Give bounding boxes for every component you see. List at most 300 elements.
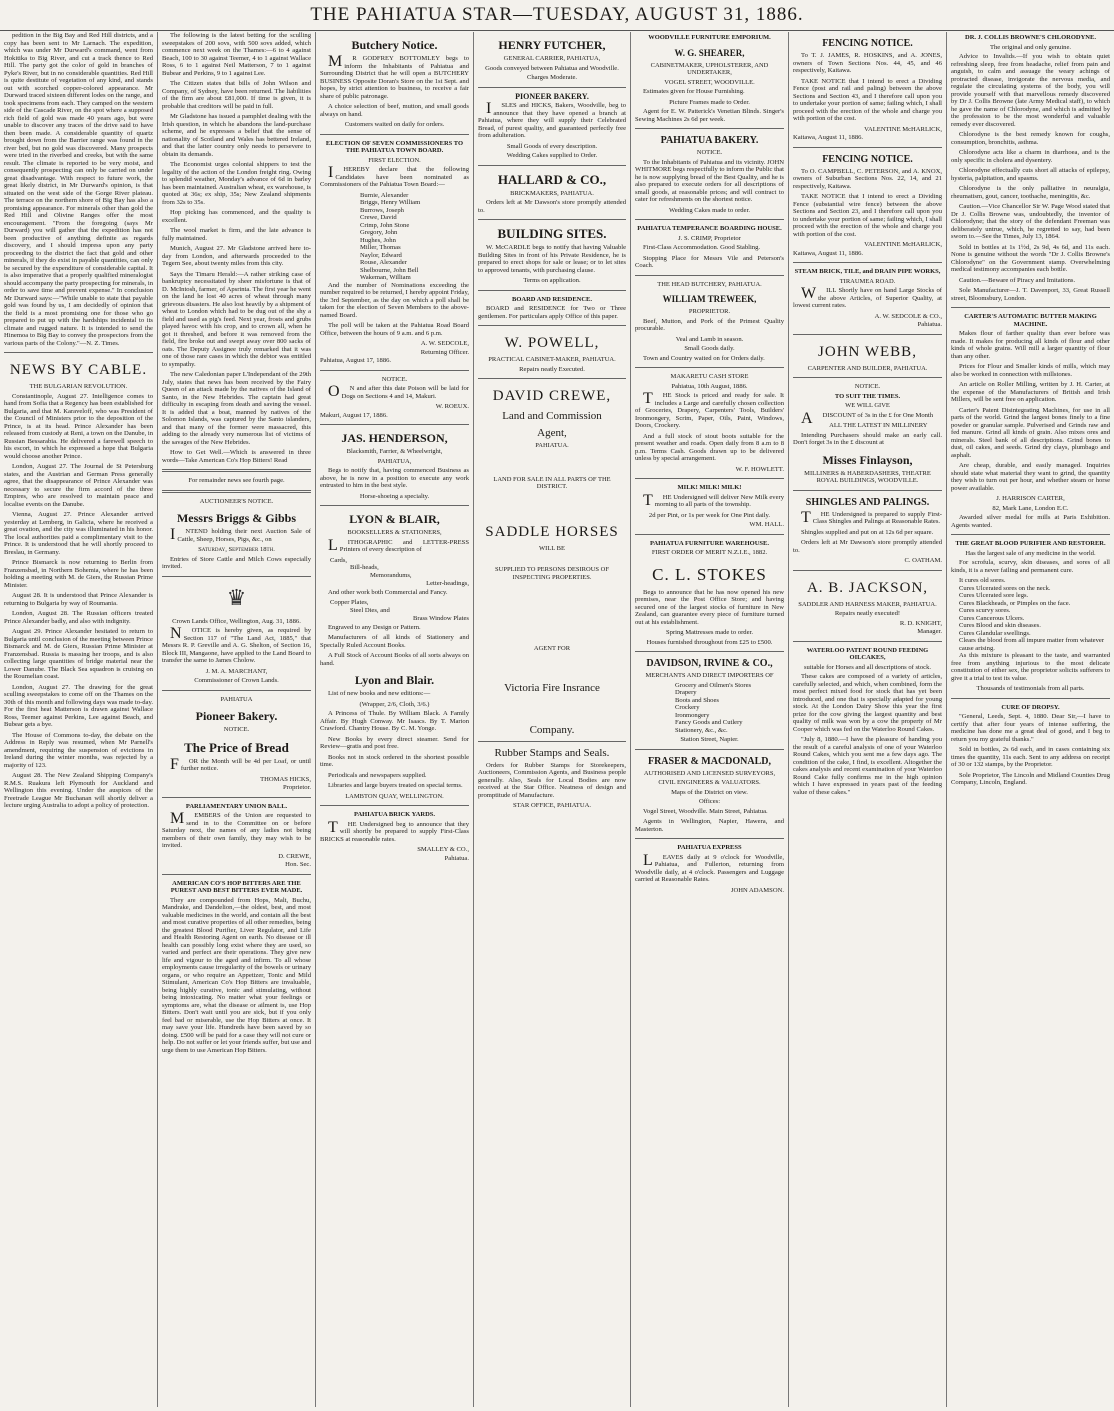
chlorodyne-text3: Chlorodyne acts like a charm in diarrhoea, and is the only specific in cholera and dysentery. (951, 149, 1110, 164)
brick-sign: SMALLEY & CO., (417, 846, 469, 853)
candidate-item: Burnie, Alexander (360, 191, 409, 199)
bakery-notice: NOTICE. (696, 149, 723, 156)
brick-yards-head: PAHIATUA BRICK YARDS. (353, 811, 436, 818)
lyon-blair-text2: And other work both Commercial and Fancy. (328, 588, 448, 596)
isles-foot: Wedding Cakes supplied to Order. (506, 152, 598, 159)
candidate-item: Briggs, Henry William (360, 199, 421, 206)
divider (793, 377, 942, 378)
hallard-text: Orders left at Mr Dawson's store promptly attended to. (478, 199, 626, 214)
brick-sign2: Pahiatua. (444, 854, 469, 862)
divider (478, 87, 626, 88)
lyon-item: Memorandums, (370, 571, 412, 579)
jackson-sign2: Manager. (917, 628, 942, 635)
candidate-item: Burrows, Joseph (360, 206, 404, 214)
fencing-sign: VALENTINE McHARLICK, (864, 125, 942, 133)
candidate-item: Gregory, John (360, 229, 398, 236)
fencing2-date: Kaitawa, August 11, 1886. (793, 249, 864, 257)
makaretu-text: THE Stock is priced and ready for sale. It includes a Large and carefully chosen collection of Groceries, Drapery, Carpenters' Tools, Builders' Ironmongery, Scrim, Paper, Oils, Paint, Windows, Doors, Crockery. (635, 390, 784, 429)
shingles-text: THE Undersigned is prepared to supply First-Class Shingles and Palings at Reasonable Rates. (801, 508, 942, 526)
blood-head: THE GREAT BLOOD PURIFIER AND RESTORER. (955, 540, 1106, 547)
butchery-foot: Customers waited on daily for orders. (344, 121, 445, 128)
henderson-text: Begs to notify that, having commenced Business as above, he is now in a position to execute any work entrusted to him in the best style. (320, 467, 469, 489)
waterloo-text3: "July 8, 1880.—I have the pleasure of handing you the result of a careful analysis of one of your Waterloo Round Cakes, which you sent me a few days ago. The condition of the cake, I find, is excellent. Altogether the cakes analysis and recent examination of your Waterloo Round Cake fully confirms me in the high opinion which I have expressed in years past of the feeding value of these cakes." (793, 736, 942, 796)
crown-lands-head: Crown Lands Office, Wellington, Aug. 31, 1886. (172, 617, 301, 625)
milk-head: MILK! MILK! MILK! (677, 484, 742, 491)
carter-text3: An article on Roller Milling, written by J. H. Carter, at the expense of the Manufacturers of British and Irish Millers, will be sent free on application. (951, 381, 1110, 403)
powell-foot: Repairs neatly Executed. (519, 365, 585, 373)
crewe-agent: Agent, (537, 427, 567, 439)
jackson-sign: R. D. KNIGHT, (899, 619, 942, 627)
news-item: The wool market is firm, and the late advance is fully maintained. (162, 227, 311, 242)
stokes-title: C. L. STOKES (652, 564, 767, 584)
steam-sub: TIRAUMEA ROAD. (839, 277, 896, 285)
futcher-text: Goods conveyed between Pahiatua and Woodville. (485, 64, 619, 72)
news-item: The new Caledonian paper L'Independant of the 29th July, states that news has been received by the Fairy Queen of an attack made by the natives of the Island of Santo, in the New Hebrides. The captain had great difficulty in escaping from death and saving the vessel. It is added that a boat, manned by natives of the Solomon Islands, was captured by the Santo islanders, and that many of the former were massacred, this adding to the already very numerous list of victims of the savages of the New Hebrides. (162, 371, 311, 446)
lyon-blair-text3: Engraved to any Design or Pattern. (328, 623, 421, 631)
times-head: TO SUIT THE TIMES. (834, 392, 901, 400)
dropsy-head: CURE OF DROPSY. (1001, 703, 1060, 711)
briggs-gibbs-title: Messrs Briggs & Gibbs (176, 511, 296, 525)
carter-addr: 82, Mark Lane, London E.C. (992, 504, 1069, 512)
fencing-date: Kaitawa, August 11, 1886. (793, 134, 864, 141)
lyon-blair-text10: Periodicals and newspapers supplied. (328, 771, 427, 779)
stokes-merit: FIRST ORDER OF MERIT N.Z.I.E., 1882. (651, 549, 768, 556)
fraser-sub2: CIVIL ENGINEERS & VALUATORS. (658, 779, 761, 786)
blood-item: Cures Glandular swellings. (959, 629, 1031, 637)
fencing2-text2: TAKE NOTICE that I intend to erect a Dividing Fence (substantial wire fence) between the above Sections and Section 23, and I therefore call upon you to undertake your portion of same; failing which, I shall proceed with the erection of the whole and charge you with portion of the cost. (793, 193, 942, 238)
article-goldfield: pedition in the Big Bay and Red Hill districts, and a copy has been sent to Mr Larnach. The expedition, which was under Mr Durward's command, went from Hokitika to Big River, and cut a track thence to Red Hill. The party got the color of gold in branches of Pyke's River, but in no considerable quantities. Red Hill is quite destitute of vegetation of any kind, and stands out with scorched copper-colored appearance. Mr Durward traced sixteen different lodes on the range, and took specimens from each. They camped on the western side of the Cascade River, on the spot where a supposed rich field of gold was made 40 years ago, but were unable to discover any traces of the drive said to have then been made. A considerable quantity of quartz brought down from the Barrier range was found in the river bed, but no gold was discovered. Many prospects were tried in the riverbed and creeks, but with the same result. The climate is reported to be very moist, and consequently prospecting can only be carried on under great disadvantage. With respect to future work, the great likely district, in Mr Durward's opinion, is that situated on the west side of the Gorge River plateau. The terrace on the northern shore of Big Bay has also a promising appearance. For minerals other than gold the Red Hill and Olivine Ranges offer the most encouragement. "From the foregoing (says Mr Durward) you will gather that the expedition has not been productive of anything definite as regards discovery, and I should impress upon any party proceeding to the district the fact that gold and other minerals, if they do exist in payable quantities, can only be secured by the expenditure of considerable capital. It is also imperative that a properly qualified mineralogist should accompany the party prospecting for minerals, in order to save time and prevent expense." In conclusion Mr Durward says:—"While unable to state that payable gold was found by us, I am decidedly of opinion that the field is a most promising one for those who go prepared to put up with the hardships incidental to its climate and rugged nature. It is intended to send the Hinemoa to Big Bay to convey the prospectors from the various parts of the Colony."—N. Z. Times. (4, 32, 153, 347)
milk-text: THE Undersigned will deliver New Milk every morning to all parts of the township. (643, 491, 784, 509)
davidson-item: Crockery (675, 704, 700, 711)
makaretu-head: MAKARETU CASH STORE (670, 373, 749, 380)
briggs-gibbs-text: INTEND holding their next Auction Sale of Cattle, Sheep, Horses, Pigs, &c., on (170, 526, 311, 543)
express-sign: JOHN ADAMSON. (730, 886, 784, 894)
column-7 (947, 32, 1114, 1407)
divider (793, 641, 942, 642)
notice-head: NOTICE. (854, 383, 881, 390)
saddle-text: SUPPLIED TO PERSONS DESIROUS OF INSPECTING PROPERTIES. (495, 566, 609, 581)
reminder-note: For remainder news see fourth page. (188, 477, 285, 484)
jackson-title: A. B. JACKSON, (806, 579, 929, 596)
lyon-blair-text4: Manufacturers of all kinds of Stationery and Specially Ruled Account Books. (320, 634, 469, 649)
building-title: BUILDING SITES. (497, 226, 607, 241)
divider (635, 749, 784, 750)
saddle-will: WILL BE (539, 544, 565, 552)
poison-text: ON and after this date Poison will be laid for Dogs on Sections 4 and 14, Makuri. (328, 383, 469, 400)
lyon-item2: Brass Window Plates (412, 615, 469, 622)
fencing2-head: FENCING NOTICE. (822, 153, 913, 165)
butchery-text: MR GODFREY BOTTOMLEY begs to inform the Inhabitants of Pahiatua and Surrounding District that he will open a BUTCHERY BUSINESS Opposite Doran's Store on the 1st Sept. and hopes, by strict attention to business, to receive a fair share of public patronage. (320, 53, 469, 100)
times-text3: Intending Purchasers should make an early call. Don't forget 3s in the £ discount at (793, 431, 942, 446)
treweek-text2: Veal and Lamb in season. (675, 335, 744, 343)
hop-bitters-text: They are compounded from Hops, Malt, Buchu, Mandrake, and Dandelion,—the oldest, best, and most valuable medicines in the world, and contain all the best and most curative properties of all other remedies, being the greatest Blood Purifier, Liver Regulator, and Life and Health Restoring Agent on earth. No disease or ill health can possibly long exist where they are used, so varied and perfect are their operations. They give new life and vigour to the aged and infirm. To all whose employments cause irregularity of the bowels or urinary organs, or who require an Appetizer, Tonic and Mild Stimulant, American Co's Hop Bitters are invaluable, being highly curative, tonic and stimulating, without being intoxicating. No matter what your feelings or symptoms are, what the disease or ailment is, use Hop Bitters. Don't wait until you are sick, but if you only feel bad or miserable, use the Hop Bitters at once. It may save your life. Hundreds have been saved by so doing. £500 will be paid for a case they will not cure or help. Do not suffer or let your friends suffer, but use and urge them to use American Hop Bitters. (162, 896, 311, 1054)
treweek-text4: Town and Country waited on for Orders daily. (643, 354, 765, 362)
shearer-addr: VOGEL STREET, WOODVILLE. (664, 78, 755, 86)
bread-sign2: Proprietor. (282, 784, 311, 791)
news-item: Hop picking has commenced, and the quality is excellent. (162, 209, 311, 224)
shearer-text: Estimates given for House Furnishing. (643, 88, 745, 95)
crown-lands-text: NOTICE is hereby given, as required by Section 117 of "The Land Act, 1885," that Messrs R. P. Greville and A. G. Shelton, of Section 16, Block III, Mangaone, have applied to the Land Board to transfer the same to James Cholow. (162, 625, 311, 664)
lyon-item: Bill-heads, (350, 564, 379, 571)
dropsy-text: "General, Leeds, Sept. 4, 1880. Dear Sir,—I have to certify that after four years of intense suffering, the medicine has done me a great deal of good, and I beg to return you my grateful thanks." (951, 713, 1110, 743)
election-date: Pahiatua, August 17, 1886. (320, 357, 392, 364)
makaretu-date: Pahiatua, 10th August, 1886. (671, 382, 748, 390)
news-item: Munich, August 27. Mr Gladstone arrived here to-day from London, and afterwards proceeded to the Tegern See, about twenty miles from this city. (162, 245, 311, 267)
cable-item: London, August 27. The drawing for the great sculling sweepstakes to come off on the Thames on the 30th of this month and following days was made to-day. For the first heat Matterson is drawn against Wallace Ross, Teemer against Perkins, Lee against Beach, and Bubear gets a bye. (4, 683, 153, 728)
blood-text: Has the largest sale of any medicine in the world. (965, 549, 1096, 557)
davidson-item: Stationery, &c., &c. (675, 726, 728, 734)
shingles-text2: Shingles supplied and put on at 12s 6d per square. (801, 528, 934, 536)
saddle-title: SADDLE HORSES (485, 523, 619, 540)
fraser-title: FRASER & MACDONALD, (647, 755, 772, 767)
henderson-title: JAS. HENDERSON, (341, 431, 448, 445)
futcher-foot: Charges Moderate. (526, 74, 578, 81)
board-head: BOARD AND RESIDENCE. (512, 295, 592, 303)
lyon-blair-title: LYON & BLAIR, (349, 512, 440, 526)
divider (478, 219, 626, 220)
blood-item: Cures Cancerous Ulcers. (959, 614, 1025, 622)
temperance-sign: J. S. CRIMP, Proprietor (678, 234, 741, 242)
election-text: IHEREBY declare that the following Candidates have been nominated as Commissioners of the Pahiatua Town Board:— (320, 164, 469, 188)
stokes-head: PAHIATUA FURNITURE WAREHOUSE. (649, 539, 769, 547)
jackson-text: Repairs neatly executed! (834, 610, 901, 617)
divider (4, 352, 153, 353)
webb-title: JOHN WEBB, (818, 343, 917, 360)
crewe-title: DAVID CREWE, (492, 388, 612, 404)
express-text: LEAVES daily at 9 o'clock for Woodville, Pahiatua, and Fullerton, returning from Woodville daily, at 4 o'clock. Passengers and Luggage carried at Reasonable Rates. (635, 851, 784, 883)
divider (635, 219, 784, 220)
blood-item: Cures scurvy sores. (959, 607, 1011, 614)
chlorodyne-sub: The original and only genuine. (989, 43, 1072, 51)
blood-item: Cures Blood and skin diseases. (959, 622, 1041, 629)
carter-sign: J. HARRISON CARTER, (996, 495, 1065, 502)
divider (320, 370, 469, 371)
news-item: The Economist urges colonial shippers to test the legality of the action of the London freight ring. Owing to splendid weather, Monday's advance of 6d in barley has been maintained. Australian wheat, ex warehouse, is quoted at 36s; ex ship, 35s; New Zealand shipments from 32s to 35s. (162, 161, 311, 206)
candidate-item: Wakeman, William (360, 274, 411, 281)
candidate-item: Hughes, John (360, 236, 396, 244)
divider (635, 534, 784, 535)
candidate-item: Crewe, David (360, 214, 397, 221)
chlorodyne-text4: Chlorodyne effectually cuts short all attacks of epilepsy, hysteria, palpitation, and spasms. (951, 167, 1110, 182)
pioneer-small: PAHIATUA (220, 695, 253, 703)
cable-item: London, August 27. The Journal de St Petersburg states, and the Austrian and German Press generally agree, that the disappearance of Prince Alexander was necessary to secure the firm accord of the three Empires, who are resolved to maintain peace and localise events on the Danube. (4, 463, 153, 508)
times-we: WE WILL GIVE (845, 402, 890, 409)
davidson-item: Drapery (675, 689, 697, 696)
milk-text2: 2d per Pint, or 1s per week for One Pint daily. (648, 511, 771, 519)
finlayson-title: Misses Finlayson, (822, 452, 913, 467)
butchery-choice: A choice selection of beef, mutton, and small goods always on hand. (320, 103, 469, 118)
fencing-text2: TAKE NOTICE that I intend to erect a Dividing Fence (post and rail and paling) between the above Sections and Section 43, and I therefore call upon you to undertake your portion of same; failing which, I shall proceed with the erection of the whole and charge you with portion of the cost. (793, 77, 942, 122)
bread-price-title: The Price of Bread (184, 739, 289, 755)
news-item: How to Get Well.—Which is answered in three words—Take American Co's Hop Bitters! Read (162, 449, 311, 464)
divider (478, 290, 626, 291)
election-sign: A. W. SEDCOLE, (420, 340, 469, 347)
carter-text2: Prices for Flour and Smaller kinds of mills, which may also be worked in connection with millstones. (951, 363, 1110, 378)
davidson-addr: Station Street, Napier. (680, 736, 739, 743)
lyon-item2: Steel Dies, and (350, 606, 390, 614)
shearer-head: WOODVILLE FURNITURE EMPORIUM. (648, 34, 771, 41)
divider (162, 576, 311, 577)
divider (635, 838, 784, 839)
divider (162, 490, 311, 493)
davidson-item: Grocery and Oilmen's Stores (675, 681, 752, 689)
election-head: ELECTION OF SEVEN COMMISSIONERS TO THE PAHIATUA TOWN BOARD. (325, 139, 464, 154)
treweek-title: WILLIAM TREWEEK, (662, 294, 757, 304)
steam-sign: A. W. SEDCOLE & CO., (874, 312, 942, 320)
cable-heading: NEWS BY CABLE. (9, 362, 148, 378)
blood-item: It cures old sores. (959, 577, 1006, 584)
lyon-blair-addr: LAMBTON QUAY, WELLINGTON. (345, 792, 444, 800)
column-4 (474, 32, 630, 1407)
candidate-item: Miller, Thomas (360, 244, 401, 251)
divider (793, 570, 942, 571)
divider (478, 741, 626, 742)
divider (478, 378, 626, 379)
cable-item: The House of Commons to-day, the debate on the Address in Reply was resumed, when Mr Parnell's amendment, requiring the suspension of evictions in Ireland during the winter months, was rejected by a majority of 123. (4, 731, 153, 769)
chlorodyne-text8: Caution.—Beware of Piracy and Imitations. (959, 276, 1076, 284)
briggs-gibbs-foot: Entries of Store Cattle and Milch Cows especially invited. (162, 555, 311, 570)
shearer-title: W. G. SHEARER, (674, 47, 745, 58)
davidson-sub: MERCHANTS AND DIRECT IMPORTERS OF (645, 672, 774, 679)
powell-title: W. POWELL, (504, 335, 600, 351)
pioneer-head: PIONEER BAKERY. (515, 91, 589, 101)
rubber-stamps-text: Orders for Rubber Stamps for Storekeepers, Auctioneers, Commission Agents, and Business people generally. Also, Seals for Local Bodies are now received at the Star Office. Neatness of design and promptitude of Manufacture. (478, 761, 626, 799)
crown-crest-icon: ♛ (226, 584, 247, 610)
carter-head: CARTER'S AUTOMATIC BUTTER MAKING MACHINE. (964, 313, 1097, 328)
carter-text: Makes flour of farther quality than ever before was made. It makes for producing all kinds of flour and other kinds of whole grains. Will mill a larger quantity of flour than any other. (951, 330, 1110, 360)
blood-item: Clears the blood from all impure matter from whatever cause arising. (959, 637, 1105, 652)
bakery-title: PAHIATUA BAKERY. (660, 135, 759, 146)
fencing2-sign: VALENTINE McHARLICK, (864, 241, 942, 248)
crewe-land: LAND FOR SALE IN ALL PARTS OF THE DISTRICT. (493, 475, 611, 490)
cable-item: London, August 28. The Russian officers treated Prince Alexander badly, and also with indignity. (4, 610, 153, 625)
milk-sign: WM. HALL. (749, 521, 784, 528)
blood-text2: For scrofula, scurvy, skin diseases, and sores of all kinds, it is a never failing and permanent cure. (951, 559, 1110, 574)
briggs-gibbs-date: Saturday, September 18th. (198, 546, 275, 553)
lyon-blair-books: A Princess of Thule. By William Black. A Family Affair. By Hugh Conway. Mr Isaacs. By T. Marion Crawford. Chantry House. By C. M. Yonge. (320, 710, 469, 732)
union-sign2: Hon. Sec. (285, 861, 311, 868)
shingles-head: SHINGLES AND PALINGS. (805, 496, 930, 508)
divider (793, 262, 942, 263)
candidate-item: Rouse, Alexander (360, 259, 407, 266)
fraser-sub: AUTHORISED AND LICENSED SURVEYORS, (643, 769, 776, 777)
divider (793, 490, 942, 491)
company-text: Company. (529, 723, 575, 736)
bread-price-text: FOR the Month will be 4d per Loaf, or until further notice. (170, 755, 311, 773)
times-text2: ALL THE LATEST IN MILLINERY (829, 422, 928, 429)
fencing-text: To T. J. JAMES, R. HOSKINS, and A. JONES, owners of Town Sections Nos. 44, 45, and 46 respectively, Kaitawa. (793, 52, 942, 74)
crown-lands-sign: J. M. A. MARCHANT, (205, 667, 268, 675)
column-2 (158, 32, 315, 1407)
powell-sub: PRACTICAL CABINET-MAKER, PAHIATUA. (488, 356, 616, 363)
election-text2: And the number of Nominations exceeding the number required to be returned, I hereby appoint Friday, the 3rd September, as the day on which a poll shall be taken for the election of Seven Members to the above-named Board. (320, 281, 469, 319)
auction-heading: AUCTIONEER'S NOTICE. (199, 497, 274, 505)
union-ball-text: MEMBERS of the Union are requested to send in to the Committee on or before Saturday next, the names of any ladies not being members of their own family, they may wish to be invited. (162, 810, 311, 849)
election-first: FIRST ELECTION. (368, 156, 421, 164)
lyon-blair-text8: New Books by every direct steamer. Send for Review—gratis and post free. (320, 735, 469, 750)
henderson-sub: Blacksmith, Farrier, & Wheelwright, (346, 448, 443, 455)
cable-subheading: THE BULGARIAN REVOLUTION. (29, 383, 128, 390)
blood-item: Cures Blackheads, or Pimples on the face. (959, 599, 1071, 607)
bread-sign: THOMAS HICKS, (260, 775, 311, 783)
divider (951, 307, 1110, 308)
jackson-sub: SADDLER AND HARNESS MAKER, PAHIATUA. (798, 600, 937, 608)
lyon-item: Letter-headings, (426, 580, 469, 587)
cable-item: Vienna, August 27. Prince Alexander arrived yesterday at Lemberg, in Galicia, where he received a great ovation, and the city was illuminated in his honor. The local authorities paid a complimentary visit to the Prince. It is understood that he will shortly proceed to Breslau, in Germany. (4, 511, 153, 556)
hop-bitters-head: AMERICAN CO'S HOP BITTERS ARE THE PUREST AND BEST BITTERS EVER MADE. (170, 879, 303, 894)
treweek-head: THE HEAD BUTCHERY, PAHIATUA. (657, 280, 762, 288)
victoria-title: Victoria Fire Insrance (504, 681, 600, 694)
treweek-text3: Small Goods daily. (684, 345, 735, 352)
news-item: Says the Timaru Herald:—A rather striking case of bankruptcy necessitated by sheer misfortune is that of D. McIntosh, farmer, of Apsrinta. The first year he went on the land he lost 40 acres of wheat through many grievous disasters. He also lost heavily by a shipment of wheat to London which had to be dug out of the shy a field and used as pig's feed. Next year, frosts and grubs played havoc with his crop, and to crown all, when he got it threshed, and before it was removed from the field, fire broke out and swept away over 800 sacks of oats. The Deputy Assignee truly remarked that it was one of those rare cases in which the debtor was entitled to sympathy. (162, 270, 311, 368)
divider (320, 505, 469, 506)
lyon-blair-text7: (Wrapper, 2/6, Cloth, 3/6.) (359, 700, 430, 708)
blood-text3: As this mixture is pleasant to the taste, and warranted free from anything injurious to the most delicate constitution of either sex, the proprietor solicits sufferers to give it a trial to test its value. (951, 652, 1110, 682)
lyon-item: Cards, (330, 556, 348, 564)
news-item: The following is the latest betting for the sculling sweepstakes of 200 sovs, with 500 sovs added, which commence next week on the Thames:—6 to 4 against Beach, 100 to 30 against Teemer, 4 to 1 against Wallace Ross, 6 to 1 against Neil Matterson, 7 to 1 against Bubear and Perkins, 9 to 1 against Lee. (162, 32, 311, 77)
rubber-stamps-title: Rubber Stamps and Seals. (494, 746, 610, 759)
bakery-text: To the Inhabitants of Pahiatua and its vicinity. JOHN WHITMORE begs respectfully to inform the Public that he is now supplying bread of the Best Quality, and he is also prepared to execute orders for all descriptions of small goods, at reasonable prices; and will contract to cater for refreshments on the shortest notice. (635, 158, 784, 203)
steam-head: STEAM BRICK, TILE, and DRAIN PIPE WORKS, (794, 268, 941, 275)
fencing2-text: To O. CAMPBELL, C. PETERSON, and A. KNOX, owners of Suburban Sections Nos. 22, 14, and 21 respectively, Kaitawa. (793, 167, 942, 190)
building-foot: Terms on application. (523, 277, 581, 284)
lyon-blair-text6: List of new books and new editions:— (328, 690, 431, 697)
davidson-title: DAVIDSON, IRVINE & CO., (646, 658, 773, 669)
divider (635, 367, 784, 368)
carter-text4: Carter's Patent Disintegrating Machines, for use in all parts of the world. Grind the largest bones finely to a fine powder or granular sample. Pulverised and Grinds raw and fed manure. Grind all kinds of grain. Also mixes ores and minerals. Steel bank of all descriptions. Grind bones to dust, oil cakes, and seeds. Grind dry clays, plumbago and asphalt. (951, 406, 1110, 459)
divider (162, 690, 311, 691)
futcher-sub: GENERAL CARRIER, PAHIATUA, (503, 55, 601, 62)
shearer-sub: CABINETMAKER, UPHOLSTERER, AND UNDERTAKER, (650, 61, 769, 76)
steam-text: WILL Shortly have on hand Large Stocks of the above Articles, of Superior Quality, at lowest current rates. (793, 285, 942, 309)
lyon-blair-text: LITHOGRAPHIC and LETTER-PRESS Printers of every description of (328, 536, 469, 554)
union-ball-head: PARLIAMENTARY UNION BALL. (185, 802, 288, 810)
election-text3: The poll will be taken at the Pahiatua Road Board Office, between the hours of 9 a.m. and 6 p.m. (320, 322, 469, 337)
news-item: The Citizen states that bills of John Wilson and Company, of Sydney, have been returned. The liabilities of the firm are about £81,000. If time is given, it is probable that creditors will be paid in full. (162, 80, 311, 110)
board-text: BOARD and RESIDENCE for Two or Three gentlemen. For particulars apply Office of this paper. (478, 305, 626, 320)
candidate-item: Crimp, John Stone (360, 221, 410, 229)
divider (162, 797, 311, 798)
finlayson-sub: MILLINERS & HABERDASHERS, THEATRE ROYAL BUILDINGS, WOODVILLE. (804, 469, 931, 484)
times-text: ADISCOUNT of 3s in the £ for One Month (801, 409, 934, 427)
davidson-item: Ironmongery (675, 711, 710, 719)
divider (320, 424, 469, 425)
candidate-item: Naylor, Edward (360, 251, 402, 259)
crewe-town: PAHIATUA. (535, 442, 569, 449)
carter-text5: Are cheap, durable, and easily managed. Inquiries should state what material they want to grind, the quantity they wish to turn out per hour, and whether steam or horse power available. (951, 462, 1110, 492)
poison-date: Makuri, August 17, 1886. (320, 411, 388, 419)
chlorodyne-head: DR. J. COLLIS BROWNE'S CHLORODYNE. (965, 34, 1096, 41)
divider (635, 478, 784, 479)
masthead: THE PAHIATUA STAR—TUESDAY, AUGUST 31, 1886. (0, 0, 1114, 31)
divider (478, 325, 626, 326)
lyon-item2: Copper Plates, (330, 599, 369, 606)
treweek-text: Beef, Mutton, and Pork of the Primest Quality procurable. (635, 317, 784, 332)
waterloo-text2: These cakes are composed of a variety of articles, carefully selected, and which, when combined, form the most perfect mixed food for stock that has yet been introduced, and one that is specially adapted for young stock. At the London Dairy Show this year the first prize for the cow giving the largest quantity and best quality of milk was won by a cow the property of Mr Cooper which was fed on the Waterloo Round Cakes. (793, 673, 942, 733)
lyon-blair-title2: Lyon and Blair. (354, 673, 435, 687)
blood-item: Cures Ulcerated sores on the neck. (959, 584, 1051, 592)
dropsy-text2: Sold in bottles, 2s 6d each, and in cases containing six times the quantity, 11s each. Sent to any address on receipt of 30 or 132 stamps, by the Proprietor. (951, 746, 1110, 768)
building-text: W. McCARDLE begs to notify that having Valuable Building Sites in front of his Private Residence, he is prepared to erect shops for sale or lease; or to let sites to approved tenants, with purchasing clause. (478, 244, 626, 274)
column-3 (316, 32, 473, 1407)
shearer-text2: Picture Frames made to Order. (669, 98, 750, 106)
blood-item: Cures Ulcerated sore legs. (959, 592, 1029, 599)
divider (162, 469, 311, 472)
union-sign: D. CREWE, (278, 852, 311, 860)
lyon-blair-text9: Books not in stock ordered in the shortest possible time. (320, 753, 469, 768)
pioneer-notice: NOTICE. (223, 726, 250, 733)
poison-sign: W. ROEUX. (435, 403, 469, 410)
divider (635, 651, 784, 652)
butchery-title: Butchery Notice. (351, 38, 438, 52)
crewe-sub: Land and Commission (502, 410, 602, 422)
divider (635, 275, 784, 276)
fencing-head: FENCING NOTICE. (822, 38, 913, 49)
divider (793, 334, 942, 335)
stokes-text3: Houses furnished throughout from £25 to £500. (646, 638, 773, 646)
divider (951, 534, 1110, 535)
column-5 (631, 32, 788, 1407)
blood-text4: Thousands of testimonials from all parts. (976, 685, 1085, 692)
candidate-item: Shelbourne, John Bell (360, 266, 419, 274)
treweek-prop: PROPRIETOR. (688, 308, 731, 315)
chlorodyne-text2: Chlorodyne is the best remedy known for coughs, consumption, bronchitis, asthma. (951, 131, 1110, 146)
waterloo-head: WATERLOO PATENT ROUND FEEDING OILCAKES, (806, 646, 929, 661)
makaretu-sign: W. F. HOWLETT. (735, 465, 784, 473)
henderson-town: PAHIATUA, (377, 457, 412, 465)
cable-item: August 28. It is understood that Prince Alexander is returning to Bulgaria by way of Roumania. (4, 592, 153, 607)
divider (162, 874, 311, 875)
fraser-agents: Agents in Wellington, Napier, Hawera, and Masterton. (635, 818, 784, 833)
chlorodyne-text6: Caution.—Vice Chancellor Sir W. Page Wood stated that Dr J. Collis Browne was, undoubtedly, the inventor of Chlorodyne; that the story of the defendant Freeman was deliberately untrue, which, he regretted to say, had been sworn to.—See the Times, July 13, 1864. (951, 203, 1110, 240)
temperance-head: PAHIATUA TEMPERANCE BOARDING HOUSE. (637, 225, 782, 232)
column-6 (789, 32, 946, 1407)
chlorodyne-text5: Chlorodyne is the only palliative in neuralgia, rheumatism, gout, cancer, toothache, meningitis, &c. (951, 185, 1110, 200)
webb-sub: CARPENTER AND BUILDER, PAHIATUA. (807, 364, 928, 372)
davidson-item: Boots and Shoes (675, 696, 719, 704)
waterloo-text: suitable for Horses and all descriptions of stock. (803, 663, 932, 671)
chlorodyne-sign: Sole Manufacturer—J. T. Davenport, 33, Great Russell street, Bloomsbury, London. (951, 287, 1110, 302)
isles-text: ISLES and HICKS, Bakers, Woodville, beg to announce that they have opened a branch at Pahiatua, where they will supply their Celebrated Bread, of purest quality, and guaranteed perfectly free from adulteration. (478, 100, 626, 139)
divider (951, 698, 1110, 699)
brick-yards-text: THE Undersigned beg to announce that they will shortly be prepared to supply First-Class BRICKS at reasonable rates. (320, 818, 469, 843)
agent-text: AGENT FOR (533, 645, 571, 652)
fraser-offices: Offices: (698, 798, 721, 805)
divider (793, 147, 942, 148)
bakery-foot: Wedding Cakes made to order. (669, 206, 750, 214)
shingles-text3: Orders left at Mr Dawson's store promptly attended to. (793, 539, 942, 554)
news-item: Mr Gladstone has issued a pamphlet dealing with the Irish question, in which he abandons the land-purchase scheme, and he expresses a belief that the sense of nationality of Scotland and Wales has bettered Ireland, and that the latter country only needs to persevere to obtain its demands. (162, 113, 311, 158)
makaretu-text2: And a full stock of stout boots suitable for the present weather and roads. Open daily from 8 a.m to 8 p.m. Terms Cash. Goods drawn up to be delivered unless by special arrangement. (635, 432, 784, 462)
express-head: PAHIATUA EXPRESS (677, 844, 742, 851)
pioneer-bakery-title: Pioneer Bakery. (195, 709, 278, 723)
davidson-item: Fancy Goods and Cutlery (675, 719, 743, 726)
lyon-blair-text11: Libraries and large buyers treated on special terms. (328, 782, 463, 789)
poison-head: NOTICE. (381, 375, 408, 383)
divider (478, 165, 626, 166)
steam-sign2: Pahiatua. (917, 321, 942, 328)
cable-item: August 28. The New Zealand Shipping Company's R.M.S. Ruakura left Plymouth for Auckland and Wellington this evening. Under the auspices of the Freetrade League Mr Buchanan will shortly deliver a lecture urging Australia to adopt a policy of protection. (4, 772, 153, 809)
shingles-sign: C. OATHAM. (904, 557, 942, 564)
chlorodyne-text7: Sold in bottles at 1s 1½d, 2s 9d, 4s 6d, and 11s each. None is genuine without the words "Dr J. Collis Browne's Chlorodyne" on the Government stamp. Overwhelming medical testimony accompanies each bottle. (951, 243, 1110, 273)
election-sign2: Returning Officer. (420, 348, 469, 356)
cable-item: Constantinople, August 27. Intelligence comes to hand from Sofia that a Regency has been established for Bulgaria, and that M. Karaveloff, who was President of the Council of Ministers prior to the deposition of the Prince, is at its head. Prince Alexander has been released from custody at Reni, a town on the Danube, in Russian Bessarabia. He delivered a farewell speech to his escort, in which he expressed a hope that Bulgaria would choose another Prince. (4, 392, 153, 460)
crown-lands-sign2: Commissioner of Crown Lands. (194, 677, 279, 684)
divider (635, 128, 784, 129)
isles-small: Small Goods of every description. (506, 142, 598, 150)
dropsy-sign: Sole Proprietor, The Lincoln and Midland Counties Drug Company, Lincoln, England. (951, 771, 1110, 786)
henderson-foot: Horse-shoeing a specialty. (359, 492, 430, 500)
